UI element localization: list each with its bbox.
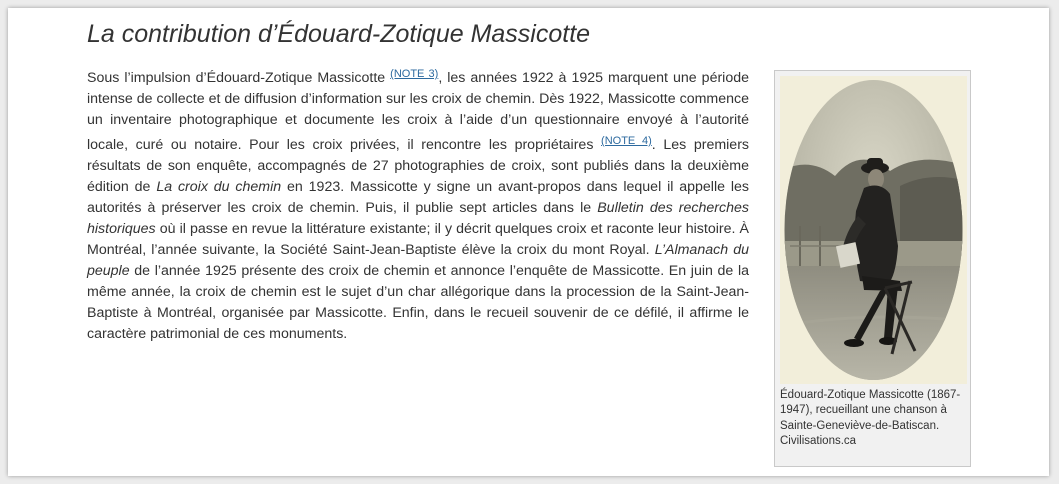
photo-figure [774, 70, 971, 467]
text-segment: Sous l’impulsion d’Édouard-Zotique Massicotte [87, 70, 391, 86]
photo-caption: Édouard-Zotique Massicotte (1867-1947), recueillant une chanson à Sainte-Geneviève-de-Batiscan. Civilisations.ca [780, 389, 961, 447]
note-4-link[interactable]: (NOTE 4) [601, 135, 652, 147]
content-card [8, 8, 1049, 476]
massicotte-photo[interactable] [780, 76, 967, 384]
publication-title-almanach: L’Almanach du peuple [87, 242, 749, 279]
text-segment: de l’année 1925 présente des croix de chemin et annonce l’enquête de Massicotte. En juin de la même année, la croix de chemin est le sujet d’un char allégorique dans la procession de la Saint-Jean-Baptiste à Montréal, organisée par Massicotte. Enfin, dans le recueil souvenir de ce défilé, il affirme le caractère patrimonial de ces monuments. [87, 263, 749, 342]
publication-title-bulletin: Bulletin des recherches historiques [87, 200, 749, 237]
text-segment: , les années 1922 à 1925 marquent une période intense de collecte et de diffusion d’information sur les croix de chemin. Dès 1922, Massicotte commence un inventaire photographique et documente les croix à l’aide d’un questionnaire envoyé à l’autorité locale, curé ou notaire. Pour les croix privées, il rencontre les propriétaires [87, 70, 750, 153]
note-3-link[interactable]: (NOTE 3) [390, 68, 439, 80]
text-segment: . Les premiers résultats de son enquête, accompagnés de 27 photographies de croix, sont publiés dans la deuxième édition de [87, 137, 750, 195]
body-paragraph [87, 64, 749, 345]
book-title-la-croix-du-chemin: La croix du chemin [156, 179, 282, 195]
text-segment: en 1923. Massicotte y signe un avant-propos dans lequel il appelle les autorités à préserver les croix de chemin. Puis, il publie sept articles dans le [87, 179, 749, 216]
photo-illustration [780, 76, 967, 384]
section-title: La contribution d’Édouard-Zotique Massicotte [87, 20, 591, 48]
text-segment: où il passe en revue la littérature existante; il y décrit quelques croix et raconte leur histoire. À Montréal, l’année suivante, la Société Saint-Jean-Baptiste élève la croix du mont Royal. [87, 221, 749, 258]
